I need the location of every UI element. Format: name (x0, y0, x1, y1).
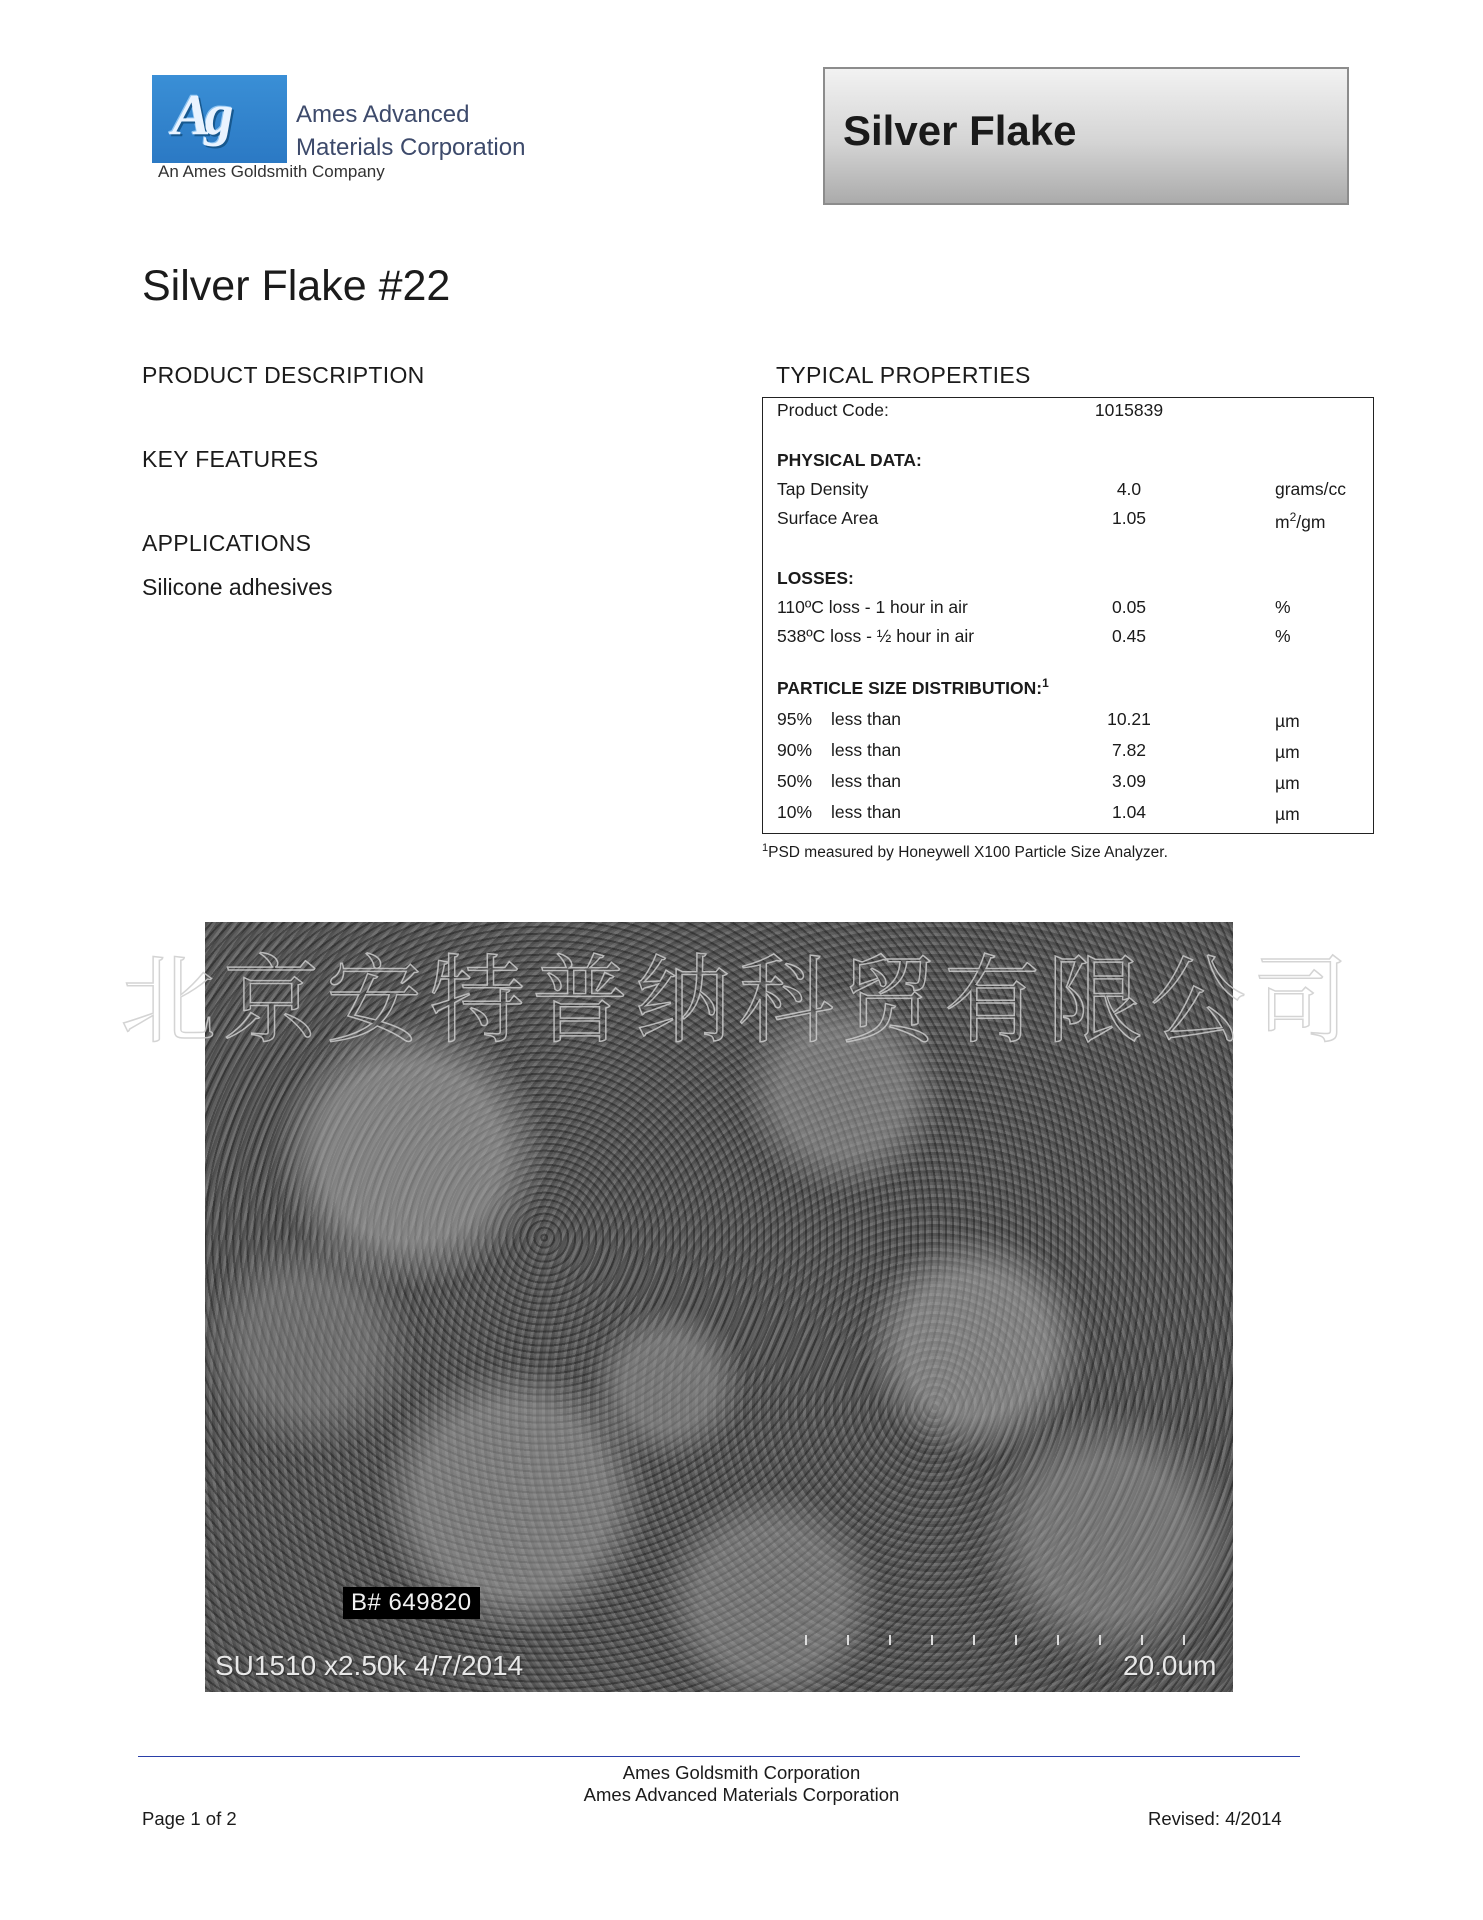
watermark: 北京安特普纳科贸有限公司 (120, 945, 1356, 1057)
psd-90-value: 7.82 (1111, 740, 1147, 760)
product-description-heading: PRODUCT DESCRIPTION (142, 362, 425, 388)
header-banner (823, 67, 1349, 205)
banner-title: Silver Flake (843, 107, 1077, 154)
psd-90-pct: 90% (777, 740, 813, 760)
psd-footnote: $^1$PSD measured by Honeywell X100 Particle Size Analyzer. (762, 842, 1168, 862)
psd-50-value: 3.09 (1111, 771, 1147, 791)
psd-95-label: less than (831, 709, 902, 729)
psd-10-label: less than (831, 802, 902, 822)
tap-density-value: 4.0 (1116, 479, 1142, 499)
psd-90-unit: µm (1275, 742, 1300, 762)
psd-10-unit: µm (1275, 804, 1300, 824)
sem-scale-label: 20.0um (1123, 1650, 1217, 1681)
physical-data-heading: PHYSICAL DATA: (777, 450, 922, 470)
product-title: Silver Flake #22 (142, 262, 451, 310)
loss-110-label: 110ºC loss - 1 hour in air (777, 597, 968, 617)
loss-110-value: 0.05 (1111, 597, 1147, 617)
tap-density-label: Tap Density (777, 479, 869, 499)
loss-110-unit: % (1275, 597, 1291, 617)
logo-name-line2: Materials Corporation (296, 134, 526, 161)
revision-date: Revised: 4/2014 (1148, 1808, 1282, 1829)
product-code-label: Product Code: (777, 400, 889, 420)
psd-50-unit: µm (1275, 773, 1300, 793)
psd-90-label: less than (831, 740, 902, 760)
loss-538-unit: % (1275, 626, 1291, 646)
application-item: Silicone adhesives (142, 574, 333, 600)
key-features-heading: KEY FEATURES (142, 446, 319, 472)
logo-mark: Ag (172, 82, 228, 147)
logo-company-name (296, 98, 525, 164)
loss-538-value: 0.45 (1111, 626, 1147, 646)
sem-batch-label: B# 649820 (343, 1587, 480, 1619)
typical-properties-heading: TYPICAL PROPERTIES (776, 362, 1031, 388)
logo-name-line1: Ames Advanced (296, 101, 470, 128)
loss-538-label: 538ºC loss - ½ hour in air (777, 626, 975, 646)
company-logo (152, 75, 287, 163)
sem-info-label: SU1510 x2.50k 4/7/2014 (215, 1650, 524, 1681)
psd-50-label: less than (831, 771, 902, 791)
footer-divider (138, 1756, 1300, 1757)
product-code-value: 1015839 (1094, 400, 1164, 420)
psd-95-unit: µm (1275, 711, 1300, 731)
psd-10-pct: 10% (777, 802, 813, 822)
properties-table (762, 397, 1374, 834)
surface-area-label: Surface Area (777, 508, 879, 528)
surface-area-value: 1.05 (1111, 508, 1147, 528)
footer-company-2: Ames Advanced Materials Corporation (583, 1784, 900, 1805)
psd-heading: PARTICLE SIZE DISTRIBUTION:$^1$ (777, 676, 1049, 698)
psd-95-value: 10.21 (1107, 709, 1151, 729)
psd-95-pct: 95% (777, 709, 813, 729)
surface-area-unit: $m^2/gm$ (1275, 510, 1326, 532)
logo-tagline: An Ames Goldsmith Company (158, 162, 385, 181)
psd-50-pct: 50% (777, 771, 813, 791)
applications-heading: APPLICATIONS (142, 530, 312, 556)
sem-scale-bar (805, 1635, 1225, 1645)
losses-heading: LOSSES: (777, 568, 854, 588)
tap-density-unit: grams/cc (1275, 479, 1346, 499)
footer-company-1: Ames Goldsmith Corporation (622, 1762, 861, 1783)
page-number: Page 1 of 2 (142, 1808, 237, 1829)
psd-10-value: 1.04 (1111, 802, 1147, 822)
